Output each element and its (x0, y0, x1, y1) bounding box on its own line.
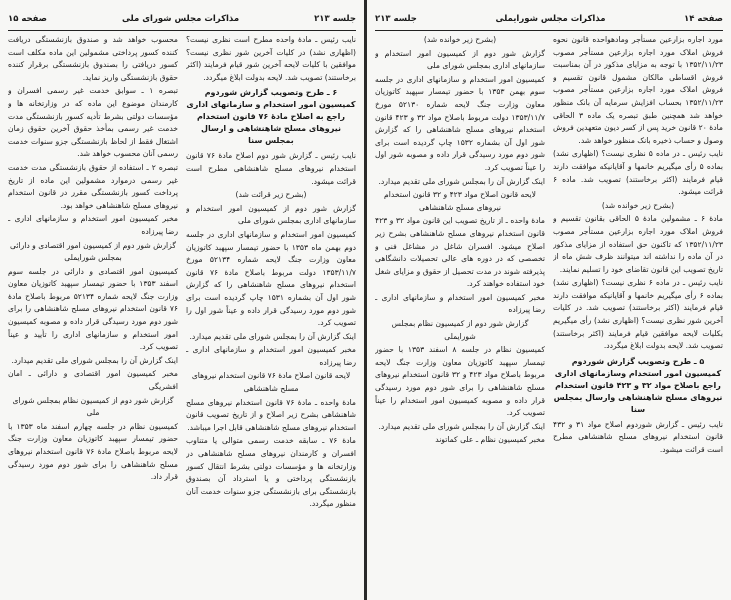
page-number: صفحه ۱۵ (8, 14, 47, 24)
paragraph: مخبر کمیسیون نظام ـ علی کماتوند (435, 435, 545, 445)
paragraph: مادهٔ ۷۶ ـ سابقه خدمت رسمی متوالی یا متناوب افسران و کارمندان نیروهای مسلح شاهنشاهی در وزارتخانه ها و مؤسسات دولتی بشرط انتقال کسور بازنشستگی پرداختی و یا استرداد آن بصندوق بازنشستگی برای بازنشستگی جزو سنوات خدمت آنان منظور میگردد. (186, 436, 356, 509)
paragraph: نایب رئیس ـ در ماده ۵ نظری نیست؟ (اظهاری نشد) بماده ۵ رأی میگیریم خانمها و آقایانیکه موافقت دارند قیام فرمایند (اکثر برخاستند) تصویب شد. ماده ۶ قرائت میشود. (553, 149, 723, 197)
paragraph: (بشرح زیر خوانده شد) (423, 35, 497, 44)
running-title: مذاکرات مجلس شورای ملی (121, 14, 240, 24)
session-number: جلسه ۲۱۳ (375, 14, 417, 24)
paragraph: اینک گزارش آن را بمجلس شورای ملی تقدیم میدارد. (11, 355, 178, 365)
paragraph: لایحه قانون اصلاح مواد ۴۲۳ و ۳۲ قانون استخدام نیروهای مسلح شاهنشاهی (384, 190, 536, 212)
page-14 (367, 0, 731, 600)
section-heading: ۶ ـ طرح وتصویب گزارش شوردوم کمیسیون امور استخدام و سازمانهای اداری راجع به اصلاح مادهٔ ۷۶ قانون استخدام نیروهای مسلح شاهنشاهی و ارسال بمجلس سنا (186, 88, 356, 146)
paragraph: کمیسیون نظام در جلسه ۸ اسفند ۱۳۵۳ با حضور تیمسار سپهبد کاتوزیان معاون وزارت جنگ لایحه مربوط باصلاح مواد ۴۲۳ و ۳۲ قانون استخدام نیروهای مسلح شاهنشاهی را برای شور دوم مورد رسیدگی قرار داده و مصوبه کمیسیون امور استخدام را عیناً تصویب کرد. (375, 345, 545, 418)
paragraph: کمیسیون امور استخدام و سازمانهای اداری در جلسه سوم بهمن ۱۳۵۳ با حضور تیمسار سپهبد کاتوزیان معاون وزارت جنگ لایحه شماره ۵۲۱۳۰ مورخ ۱۳۵۳/۱۱/۷ دولت مربوط باصلاح مواد ۳۲ و ۴۲۳ قانون استخدام نیروهای مسلح شاهنشاهی را که گزارش شور اول آن بشماره ۱۵۳۲ چاپ گردیده است برای شور دوم مورد رسیدگی قرار داده و مصوبه شور اول را عیناً تصویب کرد. (375, 74, 545, 172)
paragraph: مادهٔ واحده ـ مادهٔ ۷۶ قانون استخدام نیروهای مسلح شاهنشاهی بشرح زیر اصلاح و از تاریخ تصویب قانون استخدام نیروهای مسلح شاهنشاهی قابل اجرا میباشد. (186, 397, 356, 432)
session-number: جلسه ۲۱۳ (314, 14, 356, 24)
text-column-left (8, 34, 178, 594)
paragraph: مخبر کمیسیون امور استخدام و سازمانهای اداری ـ رضا پیرزاده (8, 214, 178, 236)
paragraph: اینک گزارش آن را بمجلس شورای ملی تقدیم میدارد. (189, 331, 356, 341)
running-title: مذاکرات مجلس شورایملی (495, 14, 606, 24)
paragraph: (بشرح زیر خوانده شد) (601, 200, 675, 210)
paragraph: (بشرح زیر قرائت شد) (235, 190, 307, 200)
paragraph: گزارش شور دوم از کمیسیون نظام بمجلس شورای ملی (12, 395, 174, 418)
text-column-right (553, 34, 723, 594)
paragraph: کمیسیون امور استخدام و سازمانهای اداری در جلسه دوم بهمن ماه ۱۳۵۳ با حضور تیمسار سپهبد کاتوزیان معاون وزارت جنگ لایحه شماره ۵۲۱۳۴ مورخ ۱۳۵۳/۱۱/۷ دولت مربوط باصلاح مادهٔ ۷۶ قانون استخدام نیروهای مسلح شاهنشاهی را که گزارش شور اول آن بشماره ۱۵۳۱ چاپ گردیده است برای شور دوم مورد رسیدگی قرار داده و عیناً شور اول را تصویب کرد. (186, 229, 356, 328)
paragraph: تبصره ۱ ـ سوابق خدمت غیر رسمی افسران و کارمندان موضوع این ماده که در وزارتخانه ها و مؤسسات دولتی بشرط تأدیه کسور بازنشستگی مدت خدمت غیر رسمی بمأخذ حقوق آخرین حقوق زمان اشتغال فقط از لحاظ بازنشستگی جزو سنوات خدمت رسمی آنان محسوب خواهد شد. (8, 86, 178, 159)
page-number: صفحه ۱۴ (684, 14, 723, 24)
paragraph: کمیسیون نظام در جلسه چهارم اسفند ماه ۱۳۵۳ با حضور تیمسار سپهبد کاتوزیان معاون وزارت جنگ لایحه مربوط باصلاح مادهٔ ۷۶ قانون استخدام نیروهای مسلح شاهنشاهی را برای شور دوم مورد رسیدگی قرار داد. (8, 421, 178, 482)
paragraph: کمیسیون امور اقتصادی و دارائی در جلسه سوم اسفند ۱۳۵۳ با حضور تیمسار سپهبد کاتوزیان معاون وزارت جنگ لایحه شماره ۵۲۱۳۴ مربوط باصلاح مادهٔ ۷۶ قانون استخدام نیروهای مسلح شاهنشاهی را برای شور دوم مورد رسیدگی قرار داده و مصوبه کمیسیون امور استخدام و سازمانهای اداری را تأیید و عیناً تصویب کرد. (8, 266, 178, 352)
paragraph: اینک گزارش آن را بمجلس شورای ملی تقدیم میدارد. (378, 176, 545, 186)
paragraph: نایب رئیس ـ در ماده ۶ نظری نیست؟ (اظهاری نشد) بماده ۶ رأی میگیریم خانمها و آقایانیکه موافقت دارند قیام فرمایند (اکثر برخاستند) تصویب شد. در کلیات آخرین شور نظری نیست؟ (اظهاری نشد) رأی میگیریم بکلیات لایحه موافقین قیام فرمایند (اکثر برخاستند) تصویب شد. لایحه بدولت ابلاغ میگردد. (553, 278, 723, 351)
paragraph: لایحه قانون اصلاح مادهٔ ۷۶ قانون استخدام نیروهای مسلح شاهنشاهی (191, 371, 351, 394)
page-15 (0, 0, 364, 600)
paragraph: اینک گزارش آن را بمجلس شورای ملی تقدیم میدارد. (378, 421, 545, 431)
text-column-left (375, 34, 545, 594)
paragraph: نایب رئیس ـ گزارش شور دوم اصلاح مادهٔ ۷۶ قانون استخدام نیروهای مسلح شاهنشاهی مطرح است قرائت میشود. (186, 151, 356, 186)
paragraph: گزارش شور دوم از کمیسیون امور استخدام و سازمانهای اداری بمجلس شورای ملی (375, 48, 545, 71)
paragraph: مخبر کمیسیون امور استخدام و سازمانهای اداری ـ رضا پیرزاده (375, 292, 545, 315)
section-heading: ۵ ـ طرح وتصویب گزارش شوردوم کمیسیون امور استخدام وسازمانهای اداری راجع باصلاح مواد ۳۲ و ۴۲۳ قانون استخدام نیروهای مسلح شاهنشاهی وارسال بمجلس سنا (553, 356, 723, 414)
paragraph: محسوب خواهد شد و صندوق بازنشستگی دریافت کننده کسور پرداختی مشمولین این ماده مکلف است کسور دریافتی را بصندوق بازنشستگی برقرار کننده حقوق بازنشستگی واریز نماید. (8, 35, 178, 82)
paragraph: نایب رئیس ـ گزارش شوردوم اصلاح مواد ۳۱ و ۴۳۲ قانون استخدام نیروهای مسلح شاهنشاهی مطرح است قرائت میشود. (553, 419, 723, 455)
paragraph: گزارش شور دوم از کمیسیون امور استخدام و سازمانهای اداری بمجلس شورای ملی (186, 203, 356, 226)
paragraph: مادهٔ واحده ـ از تاریخ تصویب این قانون مواد ۳۲ و ۴۲۳ قانون استخدام نیروهای مسلح شاهنشاهی بشرح زیر اصلاح میشود. افسران شاغل در مشاغل فنی و تخصصی که در دوره های عالی تحصیلات دانشگاهی پذیرفته شوند در مدت تحصیل از حقوق و مزایای شغل خود استفاده خواهند کرد. (375, 216, 545, 289)
page-header (8, 14, 356, 31)
text-column-right (186, 34, 356, 594)
paragraph: گزارش شور دوم از کمیسیون نظام بمجلس شورایملی (391, 319, 529, 341)
paragraph: مادهٔ ۶ ـ مشمولین مادهٔ ۵ الحاقی بقانون تقسیم و فروش املاک مورد اجاره بزارعین مستأجر مصوب ۱۳۵۲/۱۱/۲۳ که تاکنون حق استفاده از مزایای مذکور در آن ماده را نداشته اند میتوانند ظرف شش ماه از تاریخ تصویب این قانون تقاضای خود را تسلیم نمایند. (553, 214, 723, 274)
page-header (375, 14, 723, 31)
paragraph: گزارش شور دوم از کمیسیون امور اقتصادی و دارائی بمجلس شورایملی (10, 240, 176, 263)
paragraph: مخبر کمیسیون امور اقتصادی و دارائی ـ امان افشریگی (8, 369, 178, 392)
paragraph: مخبر کمیسیون امور استخدام و سازمانهای اداری ـ رضا پیرزاده (186, 345, 356, 367)
paragraph: مورد اجاره بزارعین مستأجر ومادهواحده قانون نحوه فروش املاک مورد اجاره بزارعین مستأجر مصوب ۱۳۵۲/۱۱/۲۳ با توجه به مزایای مذکور در آن بمناسبت فروش اقساطی مالکان مشمول قانون تقسیم و فروش املاک مورد اجاره بزارعین مستأجر مصوب ۱۳۵۲/۱۱/۲۳ بحساب افزایش سرمایه آن بانک منظور خواهد شد همچنین طبق تبصره یک ماده ۳ الحاقی مادهٔ ۲۰ قانون خرید پس از کسر دیون متعهدین فروش وصول و حساب ذخیره بانک منظور خواهد شد. (553, 35, 723, 145)
paragraph: تبصره ۲ ـ استفاده از حقوق بازنشستگی مدت خدمت غیر رسمی درموارد مشمولین این ماده از تاریخ پرداخت کسور بازنشستگی مقرر در قانون استخدام نیروهای مسلح شاهنشاهی خواهد بود. (8, 162, 178, 210)
paragraph: نایب رئیس ـ مادهٔ واحده مطرح است نظری نیست؟ (اظهاری نشد) در کلیات آخرین شور نظری نیست؟ موافقین با کلیات لایحه آخرین شور قیام فرمایند (اکثر برخاستند) تصویب شد. لایحه بدولت ابلاغ میگردد. (186, 35, 356, 82)
